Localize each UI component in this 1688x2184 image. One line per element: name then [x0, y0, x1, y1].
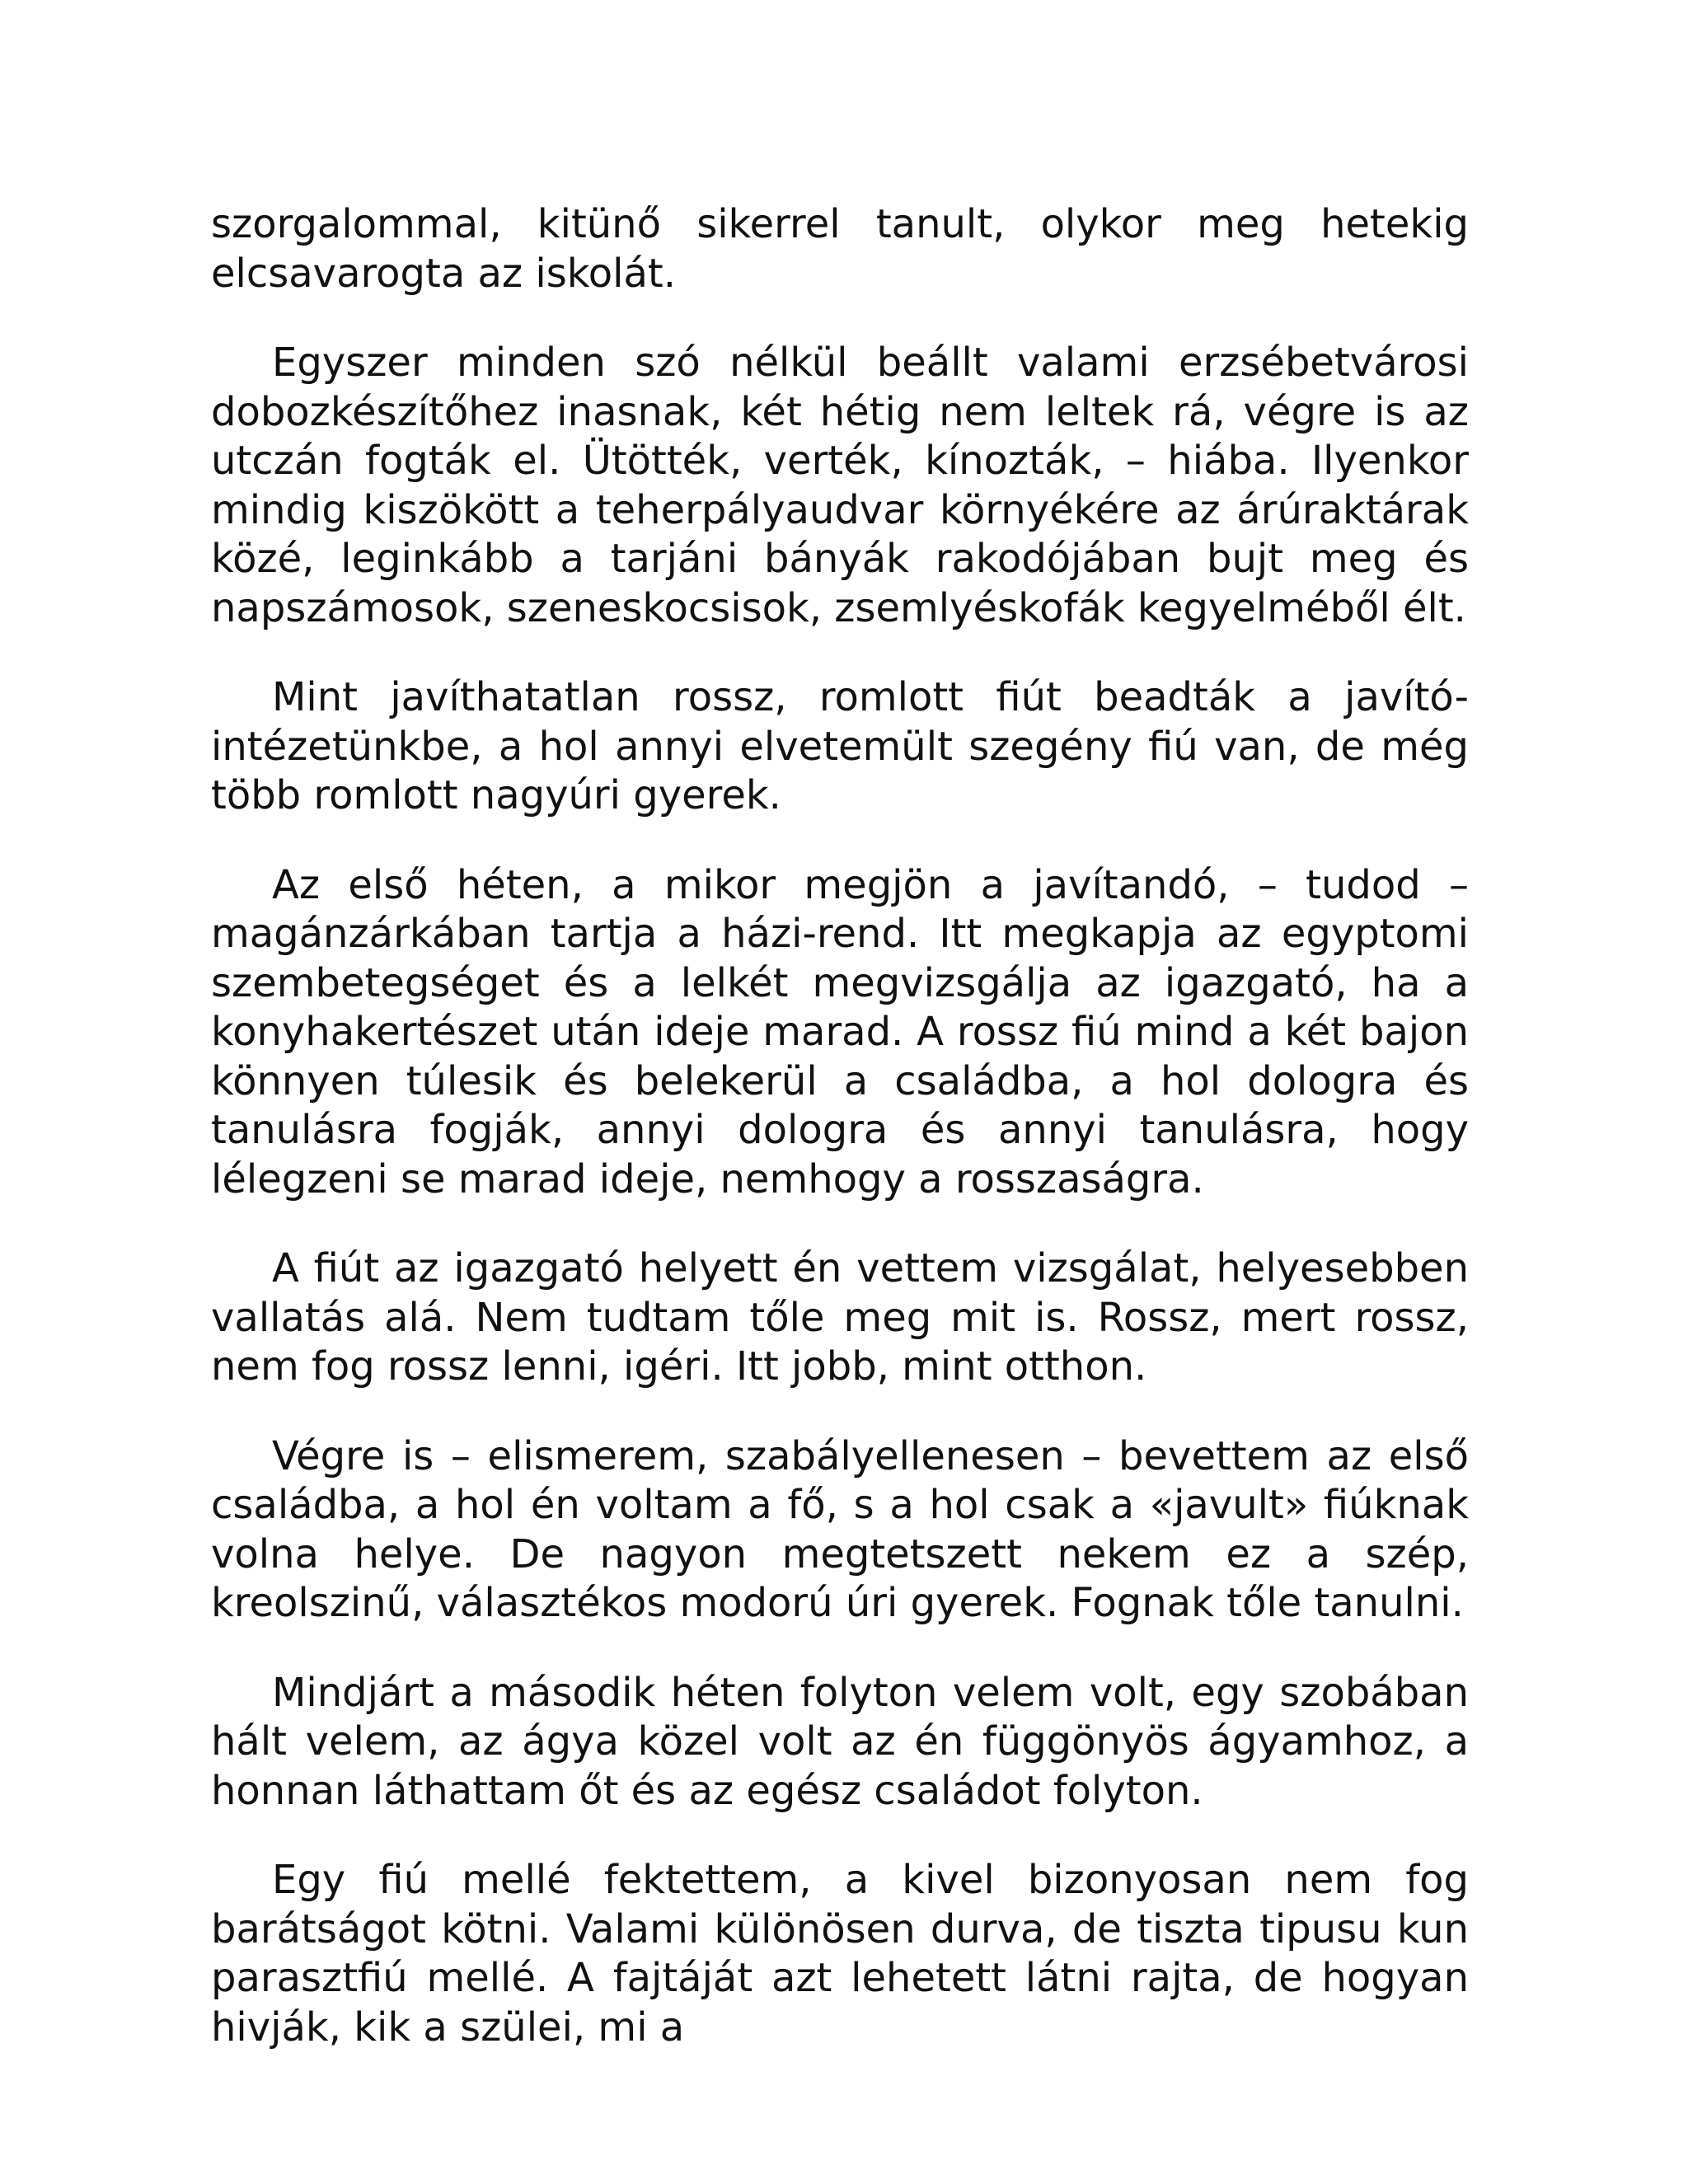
paragraph: Mindjárt a második héten folyton velem volt, egy szobában hált velem, az ágya közel volt az én függönyös ágyamhoz, a honnan láthattam őt és az egész családot folyton.	[211, 1669, 1469, 1814]
paragraph: Az első héten, a mikor megjön a javítandó, – tudod – magánzárkában tartja a házi-rend. Itt megkapja az egyptomi szembetegséget és a lelkét megvizsgálja az igazgató, ha a konyhakertészet után ideje marad. A rossz fiú mind a két bajon könnyen túlesik és belekerül a családba, a hol dologra és tanulásra fogják, annyi dologra és annyi tanulásra, hogy lélegzeni se marad ideje, nemhogy a rosszaságra.	[211, 861, 1469, 1202]
paragraph: Mint javíthatatlan rossz, romlott fiút beadták a javító-intézetünkbe, a hol annyi elvetemült szegény fiú van, de még több romlott nagyúri gyerek.	[211, 674, 1469, 818]
paragraph: A fiút az igazgató helyett én vettem vizsgálat, helyesebben vallatás alá. Nem tudtam tőle meg mit is. Rossz, mert rossz, nem fog rossz lenni, igéri. Itt jobb, mint otthon.	[211, 1245, 1469, 1390]
paragraph: Végre is – elismerem, szabályellenesen – bevettem az első családba, a hol én voltam a fő, s a hol csak a «javult» fiúknak volna helye. De nagyon megtetszett nekem ez a szép, kreolszinű, választékos modorú úri gyerek. Fognak tőle tanulni.	[211, 1432, 1469, 1626]
paragraph: szorgalommal, kitünő sikerrel tanult, olykor meg hetekig elcsavarogta az iskolát.	[211, 201, 1469, 297]
body-text	[211, 200, 1469, 2052]
paragraph: Egyszer minden szó nélkül beállt valami erzsébetvárosi dobozkészítőhez inasnak, két hétig nem leltek rá, végre is az utczán fogták el. Ütötték, verték, kínozták, – hiába. Ilyenkor mindig kiszökött a teherpályaudvar környékére az árúraktárak közé, leginkább a tarjáni bányák rakodójában bujt meg és napszámosok, szeneskocsisok, zsemlyéskofák kegyelméből élt.	[211, 340, 1469, 631]
paragraph: Egy fiú mellé fektettem, a kivel bizonyosan nem fog barátságot kötni. Valami különösen durva, de tiszta tipusu kun parasztfiú mellé. A fajtáját azt lehetett látni rajta, de hogyan hivják, kik a szülei, mi a	[211, 1857, 1469, 2050]
